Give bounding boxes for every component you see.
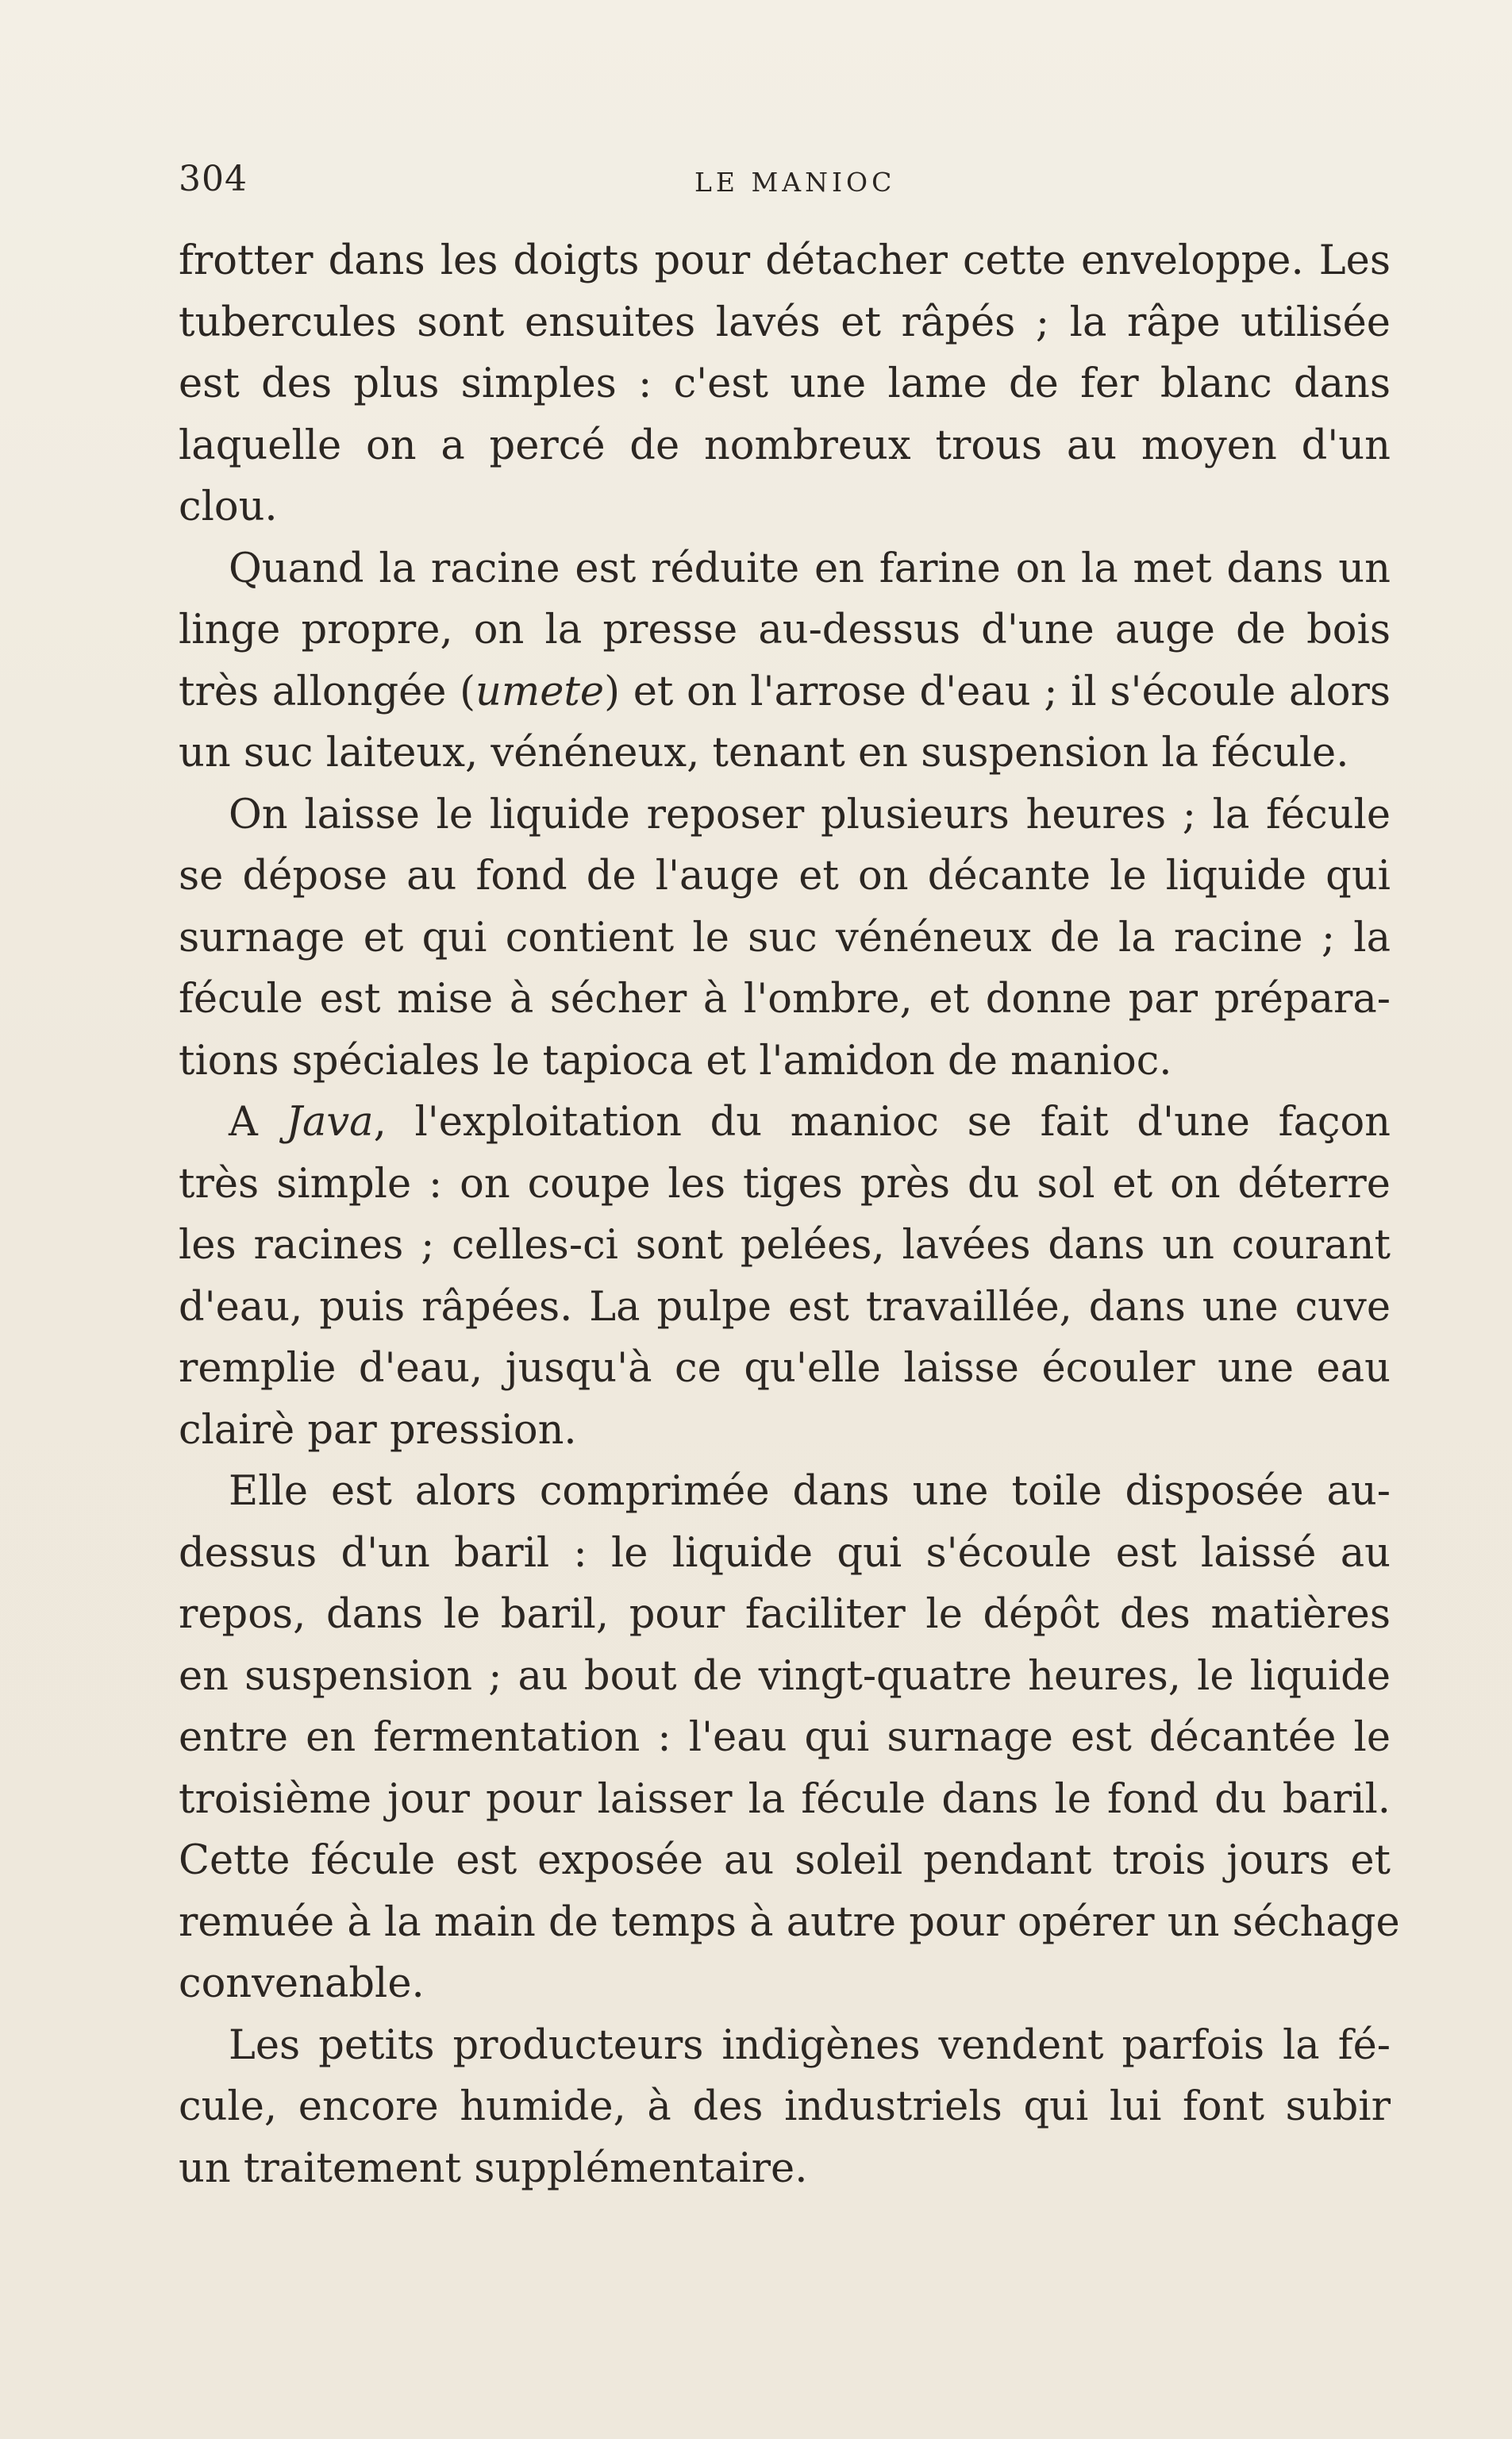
text-line bbox=[179, 1092, 1391, 1154]
text-line: laquelle on a percé de nombreux trous au moyen d'un bbox=[179, 422, 1391, 469]
text-line: tubercules sont ensuites lavés et râpés ; la râpe utilisée bbox=[179, 299, 1391, 346]
running-title: LE MANIOC bbox=[694, 167, 896, 198]
text-line: Les petits producteurs indigènes vendent parfois la fé- bbox=[229, 2021, 1391, 2069]
text-line: d'eau, puis râpées. La pulpe est travaillée, dans une cuve bbox=[179, 1283, 1391, 1331]
text-line: dessus d'un baril : le liquide qui s'écoule est laissé au bbox=[179, 1529, 1391, 1577]
text-line: se dépose au fond de l'auge et on décante le liquide qui bbox=[179, 853, 1391, 900]
text-line: en suspension ; au bout de vingt-quatre heures, le liquide bbox=[179, 1652, 1391, 1700]
native-term: umete bbox=[475, 668, 605, 715]
place-name: Java bbox=[286, 1099, 374, 1146]
text-line: les racines ; celles-ci sont pelées, lavées dans un courant bbox=[179, 1222, 1391, 1269]
text-line: Cette fécule est exposée au soleil pendant trois jours et bbox=[179, 1837, 1391, 1884]
body-text bbox=[179, 230, 1400, 2199]
text-line: un suc laiteux, vénéneux, tenant en suspension la fécule. bbox=[179, 730, 1349, 776]
text-line: très simple : on coupe les tiges près du sol et on déterre bbox=[179, 1160, 1391, 1208]
text-line: remuée à la main de temps à autre pour opérer un séchage bbox=[179, 1898, 1400, 1946]
text-line: tions spéciales le tapioca et l'amidon de manioc. bbox=[179, 1037, 1172, 1085]
text-segment: , l'exploitation du manioc se fait d'une façon bbox=[373, 1099, 1391, 1146]
text-line: un traitement supplémentaire. bbox=[179, 2144, 808, 2192]
page-header bbox=[179, 159, 1385, 206]
text-line: frotter dans les doigts pour détacher cette enveloppe. Les bbox=[179, 237, 1391, 284]
text-line: clairè par pression. bbox=[179, 1406, 577, 1454]
text-line: est des plus simples : c'est une lame de fer blanc dans bbox=[179, 360, 1391, 407]
text-segment: A bbox=[229, 1099, 287, 1146]
text-line: remplie d'eau, jusqu'à ce qu'elle laisse écouler une eau bbox=[179, 1345, 1391, 1392]
text-line: entre en fermentation : l'eau qui surnage est décantée le bbox=[179, 1714, 1391, 1761]
text-line: Elle est alors comprimée dans une toile disposée au- bbox=[229, 1468, 1391, 1515]
text-line: Quand la racine est réduite en farine on la met dans un bbox=[229, 545, 1391, 592]
text-line: repos, dans le baril, pour faciliter le dépôt des matières bbox=[179, 1591, 1391, 1638]
text-segment: ) et on l'arrose d'eau ; il s'écoule alors bbox=[604, 668, 1391, 715]
text-line: clou. bbox=[179, 484, 278, 530]
text-line bbox=[179, 661, 1391, 723]
text-line: troisième jour pour laisser la fécule dans le fond du baril. bbox=[179, 1775, 1391, 1823]
text-line: cule, encore humide, à des industriels qui lui font subir bbox=[179, 2083, 1391, 2130]
text-line: linge propre, on la presse au-dessus d'une auge de bois bbox=[179, 607, 1391, 653]
text-segment: très allongée ( bbox=[179, 668, 476, 715]
page-number: 304 bbox=[179, 159, 248, 199]
text-line: convenable. bbox=[179, 1960, 425, 2007]
text-line: On laisse le liquide reposer plusieurs heures ; la fécule bbox=[229, 791, 1391, 838]
text-line: surnage et qui contient le suc vénéneux de la racine ; la bbox=[179, 914, 1391, 961]
text-line: fécule est mise à sécher à l'ombre, et donne par prépara- bbox=[179, 976, 1391, 1023]
